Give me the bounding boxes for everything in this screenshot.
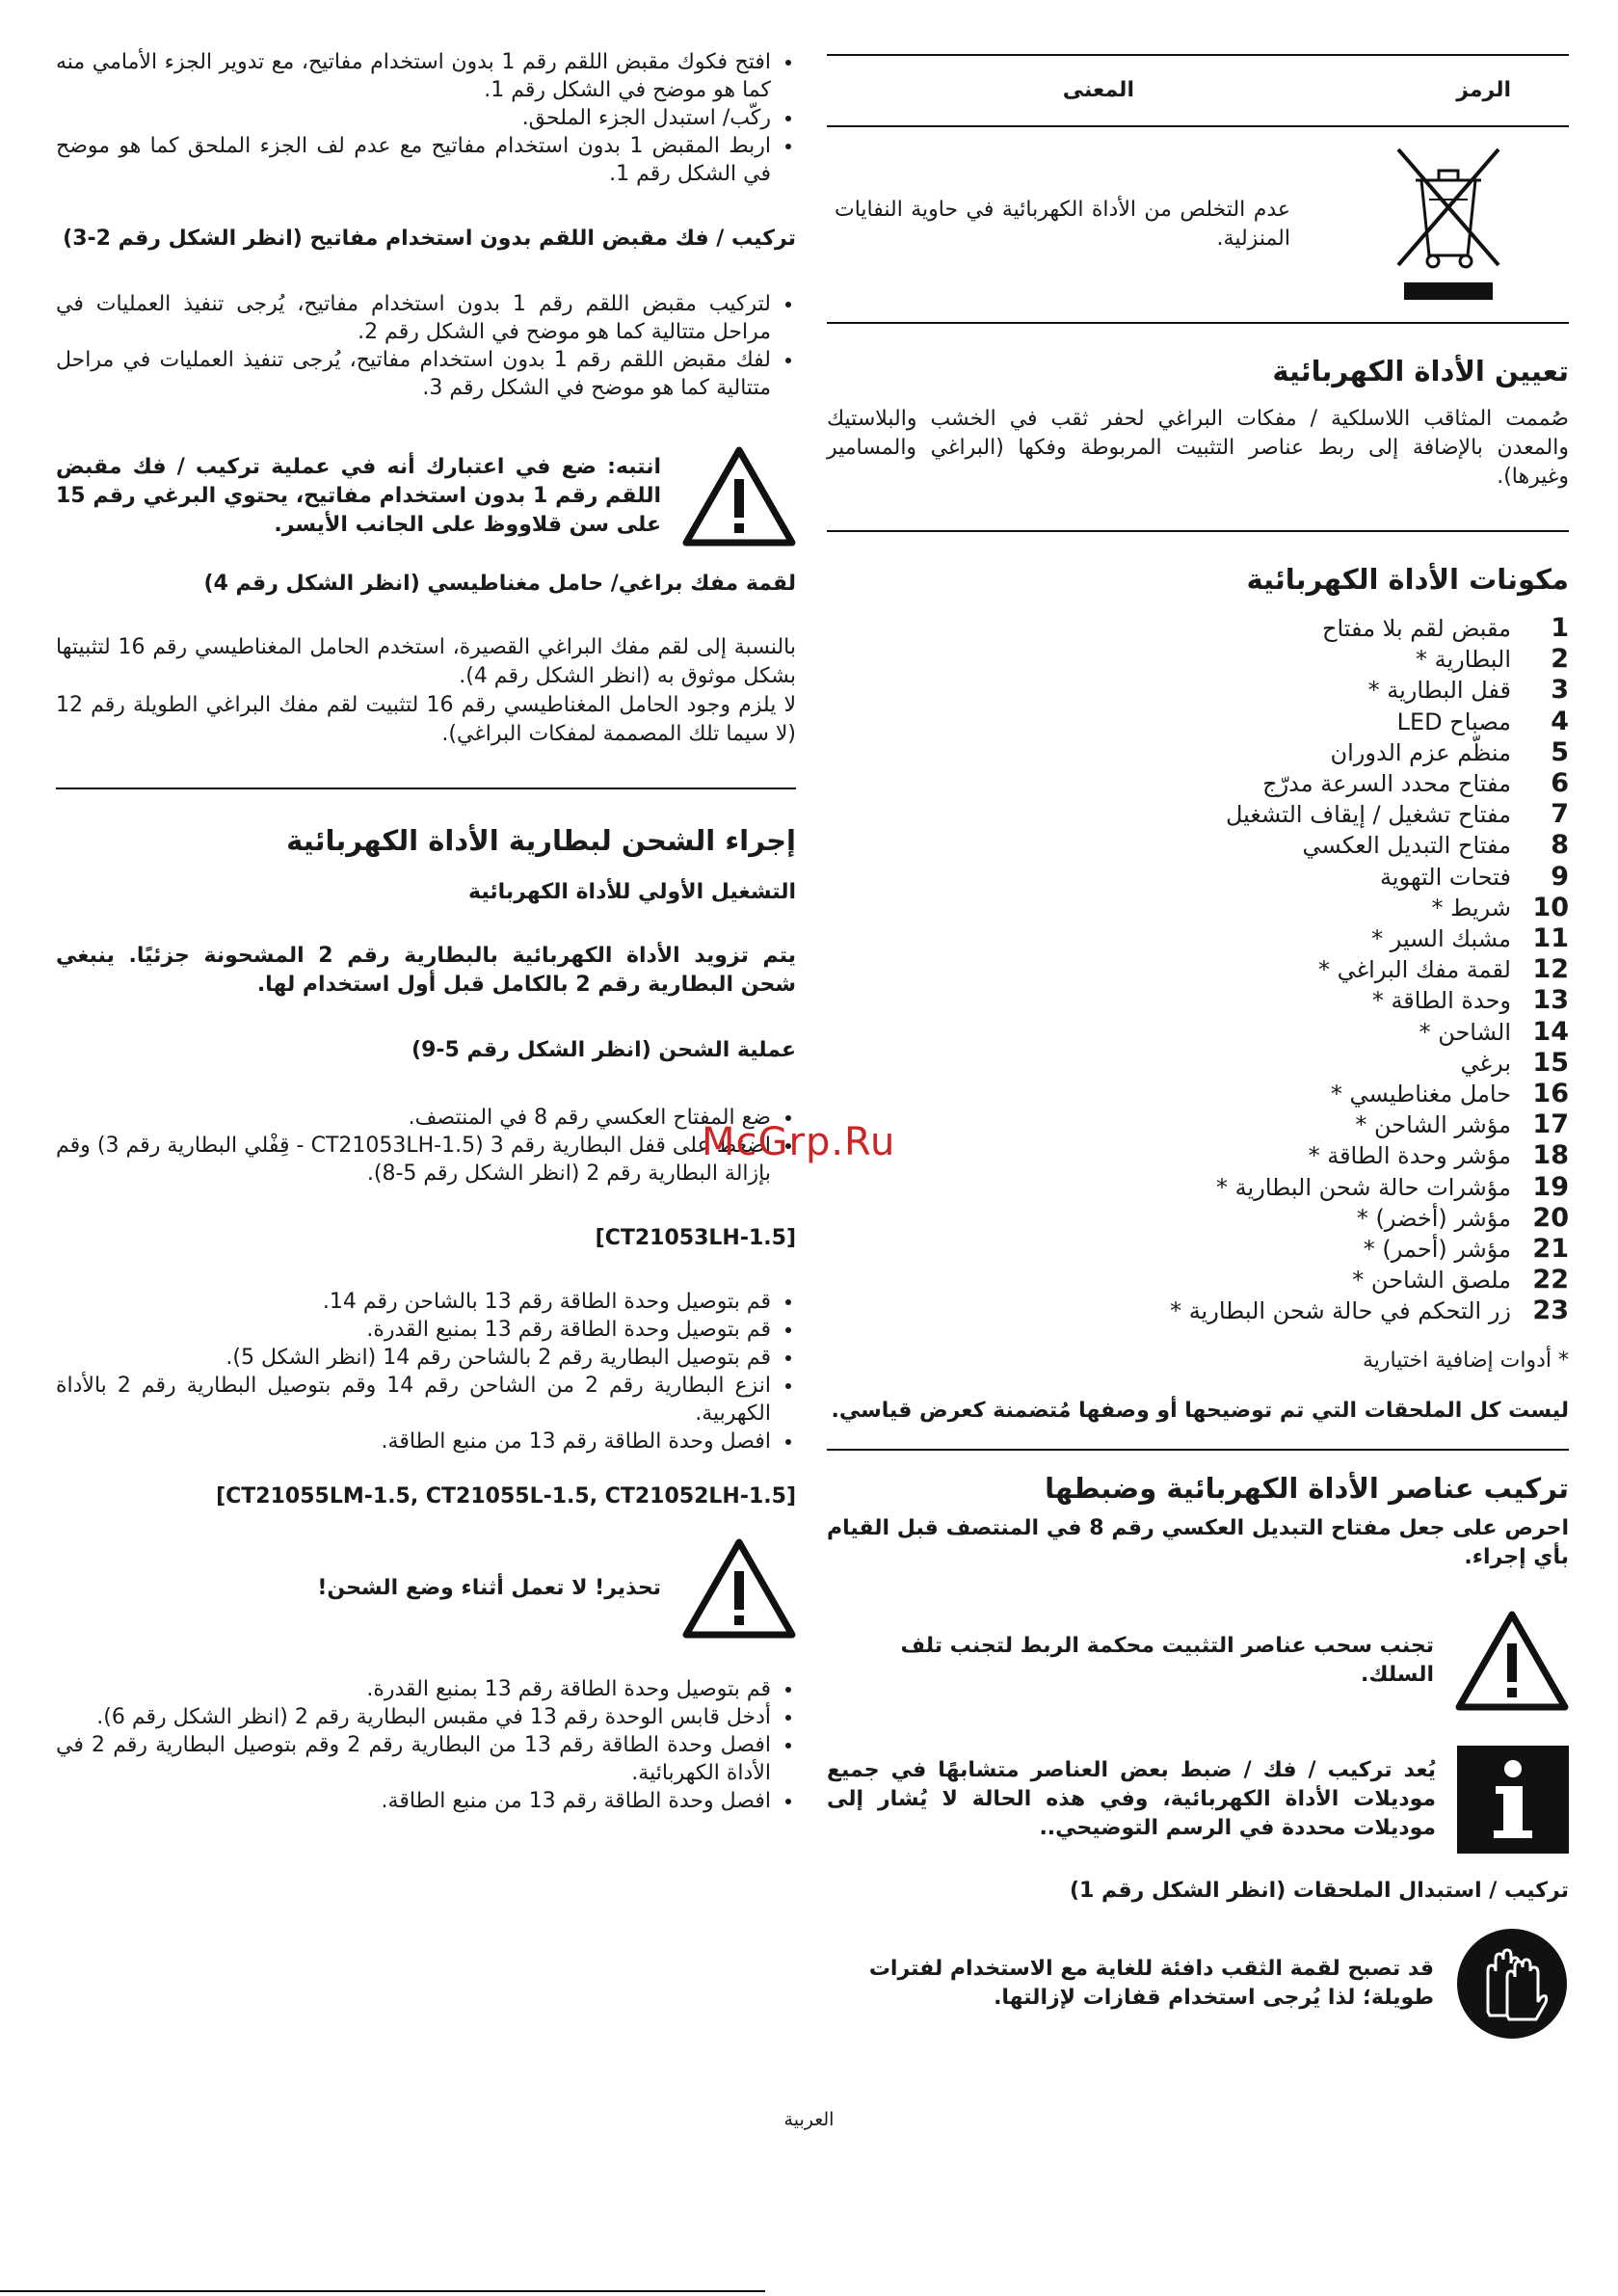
optional-note: * أدوات إضافية اختيارية [1362, 1348, 1569, 1373]
bullets-chuck [56, 290, 796, 402]
warning-icon [1455, 1611, 1569, 1711]
component-label: مقبض لقم بلا مفتاح [1322, 615, 1511, 642]
table-header-meaning: المعنى [1062, 78, 1134, 102]
symbol-table [827, 54, 1569, 324]
list-item: • افصل وحدة الطاقة رقم 13 من منبع الطاقة. [56, 1787, 773, 1815]
component-item [827, 675, 1569, 706]
component-item [827, 861, 1569, 893]
component-label: مفتاح محدد السرعة مدرّج [1262, 770, 1511, 798]
list-item: • لتركيب مقبض اللقم رقم 1 بدون استخدام مفاتيح، يُرجى تنفيذ العمليات في مراحل متتالية كما هو موضح في الشكل رقم 2. [56, 290, 773, 346]
component-label: لقمة مفك البراغي * [1318, 956, 1511, 984]
list-item: • افصل وحدة الطاقة رقم 13 من منبع الطاقة. [56, 1428, 773, 1455]
info-models-box [827, 1746, 1569, 1854]
component-number: 6 [1551, 768, 1569, 799]
component-number: 7 [1551, 799, 1569, 830]
component-item [827, 923, 1569, 954]
list-item: • افتح فكوك مقبض اللقم رقم 1 بدون استخدام مفاتيح، مع تدوير الجزء الأمامي منه كما هو موضح في الشكل رقم 1. [56, 48, 773, 104]
component-number: 8 [1551, 830, 1569, 861]
component-number: 20 [1532, 1202, 1569, 1233]
component-number: 21 [1532, 1234, 1569, 1265]
list-item: • اضغط على قفل البطارية رقم 3 (CT21053LH-1.5 - قِفْلي البطارية رقم 3) وقم بإزالة البطارية رقم 2 (انظر الشكل رقم 5-8). [56, 1132, 773, 1188]
list-item: • ركّب/ استبدل الجزء الملحق. [56, 104, 773, 132]
component-number: 22 [1532, 1265, 1569, 1295]
gloves-note: قد تصبح لقمة الثقب دافئة للغاية مع الاستخدام لفترات طويلة؛ لذا يُرجى استخدام قفازات لإزالتها. [868, 1956, 1434, 2010]
component-item [827, 1140, 1569, 1171]
bullets-model1 [56, 1288, 796, 1455]
component-item [827, 1016, 1569, 1048]
component-item [827, 1202, 1569, 1234]
component-number: 19 [1532, 1171, 1569, 1202]
para-magnetic-2: لا يلزم وجود الحامل المغناطيسي رقم 16 لتثبيت لقم مفك البراغي الطويلة رقم 12 (لا سيما تلك المصممة لمفكات البراغي). [56, 693, 797, 746]
component-number: 14 [1532, 1016, 1569, 1047]
heading-accessories: تركيب / استبدال الملحقات (انظر الشكل رقم 1) [1069, 1878, 1569, 1903]
component-item [827, 768, 1569, 799]
table-symbol-cell [1346, 126, 1569, 323]
component-label: وحدة الطاقة * [1371, 987, 1511, 1015]
warning-cable-box [827, 1611, 1569, 1711]
component-number: 13 [1532, 985, 1569, 1016]
component-item [827, 1234, 1569, 1265]
component-label: منظّم عزم الدوران [1330, 738, 1511, 766]
divider [56, 788, 796, 789]
component-number: 3 [1551, 675, 1569, 706]
page-footer-language: العربية [783, 2109, 835, 2130]
component-item [827, 1295, 1569, 1326]
weee-bin-icon [1391, 142, 1506, 304]
component-number: 11 [1532, 923, 1569, 954]
info-icon [1457, 1746, 1569, 1854]
component-label: فتحات التهوية [1380, 863, 1511, 891]
component-label: شريط * [1431, 894, 1511, 921]
warning-charging: تحذير! لا تعمل أثناء وضع الشحن! [317, 1576, 661, 1600]
component-item [827, 613, 1569, 644]
right-column [827, 54, 1569, 2041]
component-item [827, 1171, 1569, 1203]
component-number: 1 [1551, 613, 1569, 643]
component-item [827, 954, 1569, 985]
heading-chuck: تركيب / فك مقبض اللقم بدون استخدام مفاتيح (انظر الشكل رقم 2-3) [63, 227, 796, 251]
component-label: مصباح LED [1396, 707, 1511, 735]
heading-components: مكونات الأداة الكهربائية [1246, 563, 1569, 596]
component-label: مفتاح التبديل العكسي [1302, 832, 1511, 860]
gloves-icon [1455, 1927, 1569, 2041]
component-label: برغي [1460, 1049, 1511, 1077]
component-item [827, 706, 1569, 737]
component-number: 16 [1532, 1079, 1569, 1109]
table-header-symbol: الرمز [1456, 78, 1511, 102]
component-item [827, 1079, 1569, 1109]
component-label: مؤشرات حالة شحن البطارية * [1216, 1173, 1511, 1201]
heading-assembly: تركيب عناصر الأداة الكهربائية وضبطها [1045, 1471, 1569, 1505]
component-label: قفل البطارية * [1367, 677, 1511, 705]
component-label: مشبك السير * [1371, 925, 1511, 953]
para-magnetic-1: بالنسبة إلى لقم مفك البراغي القصيرة، استخدم الحامل المغناطيسي رقم 16 لتثبيتها بشكل موثوق به (انظر الشكل رقم 4). [56, 635, 796, 688]
list-item: • ضع المفتاح العكسي رقم 8 في المنتصف. [56, 1104, 773, 1132]
component-item [827, 644, 1569, 675]
heading-first-use: التشغيل الأولي للأداة الكهربائية [468, 880, 796, 904]
gloves-note-box [827, 1927, 1569, 2041]
model-label-1: [CT21053LH-1.5] [595, 1226, 796, 1250]
model-label-2: [CT21055LM-1.5, CT21055L-1.5, CT21052LH-1.5] [216, 1484, 796, 1508]
left-column [56, 48, 796, 1815]
bullets-model2 [56, 1675, 796, 1815]
component-item [827, 1265, 1569, 1295]
component-label: زر التحكم في حالة شحن البطارية * [1170, 1297, 1511, 1325]
warning-cable: تجنب سحب عناصر التثبيت محكمة الربط لتجنب تلف السلك. [900, 1633, 1434, 1687]
component-item [827, 830, 1569, 861]
warning-charging-box [56, 1538, 796, 1639]
para-first-use: يتم تزويد الأداة الكهربائية بالبطارية رقم 2 المشحونة جزئيًا. ينبغي شحن البطارية رقم 2 بالكامل قبل أول استخدام لها. [56, 944, 796, 997]
list-item: • أدخل قابس الوحدة رقم 13 في مقبس البطارية رقم 2 (انظر الشكل رقم 6). [56, 1703, 773, 1731]
component-item [827, 985, 1569, 1016]
component-label: ملصق الشاحن * [1352, 1267, 1511, 1295]
table-row-meaning: عدم التخلص من الأداة الكهربائية في حاوية النفايات المنزلية. [835, 198, 1290, 251]
component-label: مؤشر وحدة الطاقة * [1308, 1142, 1511, 1170]
component-number: 15 [1532, 1047, 1569, 1078]
component-number: 2 [1551, 644, 1569, 675]
component-label: مؤشر (أحمر) * [1363, 1236, 1511, 1264]
component-label: مؤشر الشاحن * [1355, 1111, 1511, 1139]
watermark: McGrp.Ru [702, 1120, 896, 1164]
divider [827, 1449, 1569, 1451]
bullets-top [56, 48, 796, 188]
component-number: 23 [1532, 1295, 1569, 1326]
warning-icon [682, 1538, 796, 1639]
heading-charging: إجراء الشحن لبطارية الأداة الكهربائية [286, 824, 796, 857]
component-item [827, 892, 1569, 923]
list-item: • انزع البطارية رقم 2 من الشاحن رقم 14 وقم بتوصيل البطارية رقم 2 بالأداة الكهربية. [56, 1372, 773, 1428]
heading-magnetic: لقمة مفك براغي/ حامل مغناطيسي (انظر الشكل رقم 4) [203, 572, 796, 596]
component-label: الشاحن * [1419, 1018, 1511, 1046]
warning-icon [682, 446, 796, 547]
component-label: حامل مغناطيسي * [1330, 1081, 1511, 1108]
list-item: • قم بتوصيل البطارية رقم 2 بالشاحن رقم 14 (انظر الشكل 5). [56, 1344, 773, 1372]
component-number: 5 [1551, 736, 1569, 767]
component-number: 17 [1532, 1109, 1569, 1140]
list-item: • قم بتوصيل وحدة الطاقة رقم 13 بمنبع القدرة. [56, 1675, 773, 1703]
info-models: يُعد تركيب / فك / ضبط بعض العناصر متشابهًا في جميع موديلات الأداة الكهربائية، وفي هذه الحالة لا يُشار إلى موديلات محددة في الرسم التوضيحي.. [827, 1757, 1436, 1840]
bullets-process [56, 1104, 796, 1188]
component-number: 10 [1532, 892, 1569, 922]
component-label: البطارية * [1416, 646, 1511, 674]
list-item: • لفك مقبض اللقم رقم 1 بدون استخدام مفاتيح، يُرجى تنفيذ العمليات في مراحل متتالية كما هو موضح في الشكل رقم 3. [56, 346, 773, 402]
heading-purpose: تعيين الأداة الكهربائية [1272, 355, 1569, 387]
component-item [827, 1109, 1569, 1140]
not-included-note: ليست كل الملحقات التي تم توضيحها أو وصفها مُتضمنة كعرض قياسي. [831, 1398, 1569, 1423]
component-number: 4 [1551, 706, 1569, 736]
list-item: • اربط المقبض 1 بدون استخدام مفاتيح مع عدم لف الجزء الملحق كما هو موضح في الشكل رقم 1. [56, 132, 773, 188]
para-purpose: صُممت المثاقب اللاسلكية / مفكات البراغي لحفر ثقب في الخشب والبلاستيك والمعدن بالإضافة إلى ربط عناصر التثبيت المربوطة وفكها (البراغي والمسامير وغيرها). [827, 407, 1569, 489]
list-item: • قم بتوصيل وحدة الطاقة رقم 13 بمنبع القدرة. [56, 1316, 773, 1344]
component-label: مؤشر (أخضر) * [1356, 1204, 1511, 1232]
list-item: • افصل وحدة الطاقة رقم 13 من البطارية رقم 2 وقم بتوصيل البطارية رقم 2 في الأداة الكهربائية. [56, 1731, 773, 1787]
component-number: 18 [1532, 1140, 1569, 1171]
component-number: 12 [1532, 954, 1569, 985]
note-left-screw-box [56, 446, 796, 547]
list-item: • قم بتوصيل وحدة الطاقة رقم 13 بالشاحن رقم 14. [56, 1288, 773, 1316]
component-item [827, 799, 1569, 830]
component-item [827, 1047, 1569, 1079]
component-label: مفتاح تشغيل / إيقاف التشغيل [1225, 801, 1511, 829]
note-left-screw: انتبه: ضع في اعتبارك أنه في عملية تركيب / فك مقبض اللقم رقم 1 بدون استخدام مفاتيح، يحتوي البرغي رقم 15 على سن قلاووظ على الجانب الأيسر. [56, 455, 662, 537]
divider [827, 530, 1569, 532]
para-assembly: احرص على جعل مفتاح التبديل العكسي رقم 8 في المنتصف قبل القيام بأي إجراء. [827, 1515, 1569, 1569]
heading-process: عملية الشحن (انظر الشكل رقم 5-9) [411, 1038, 796, 1062]
components-list [827, 613, 1569, 1327]
component-item [827, 736, 1569, 768]
component-number: 9 [1551, 861, 1569, 892]
bottom-rule [0, 2290, 765, 2292]
